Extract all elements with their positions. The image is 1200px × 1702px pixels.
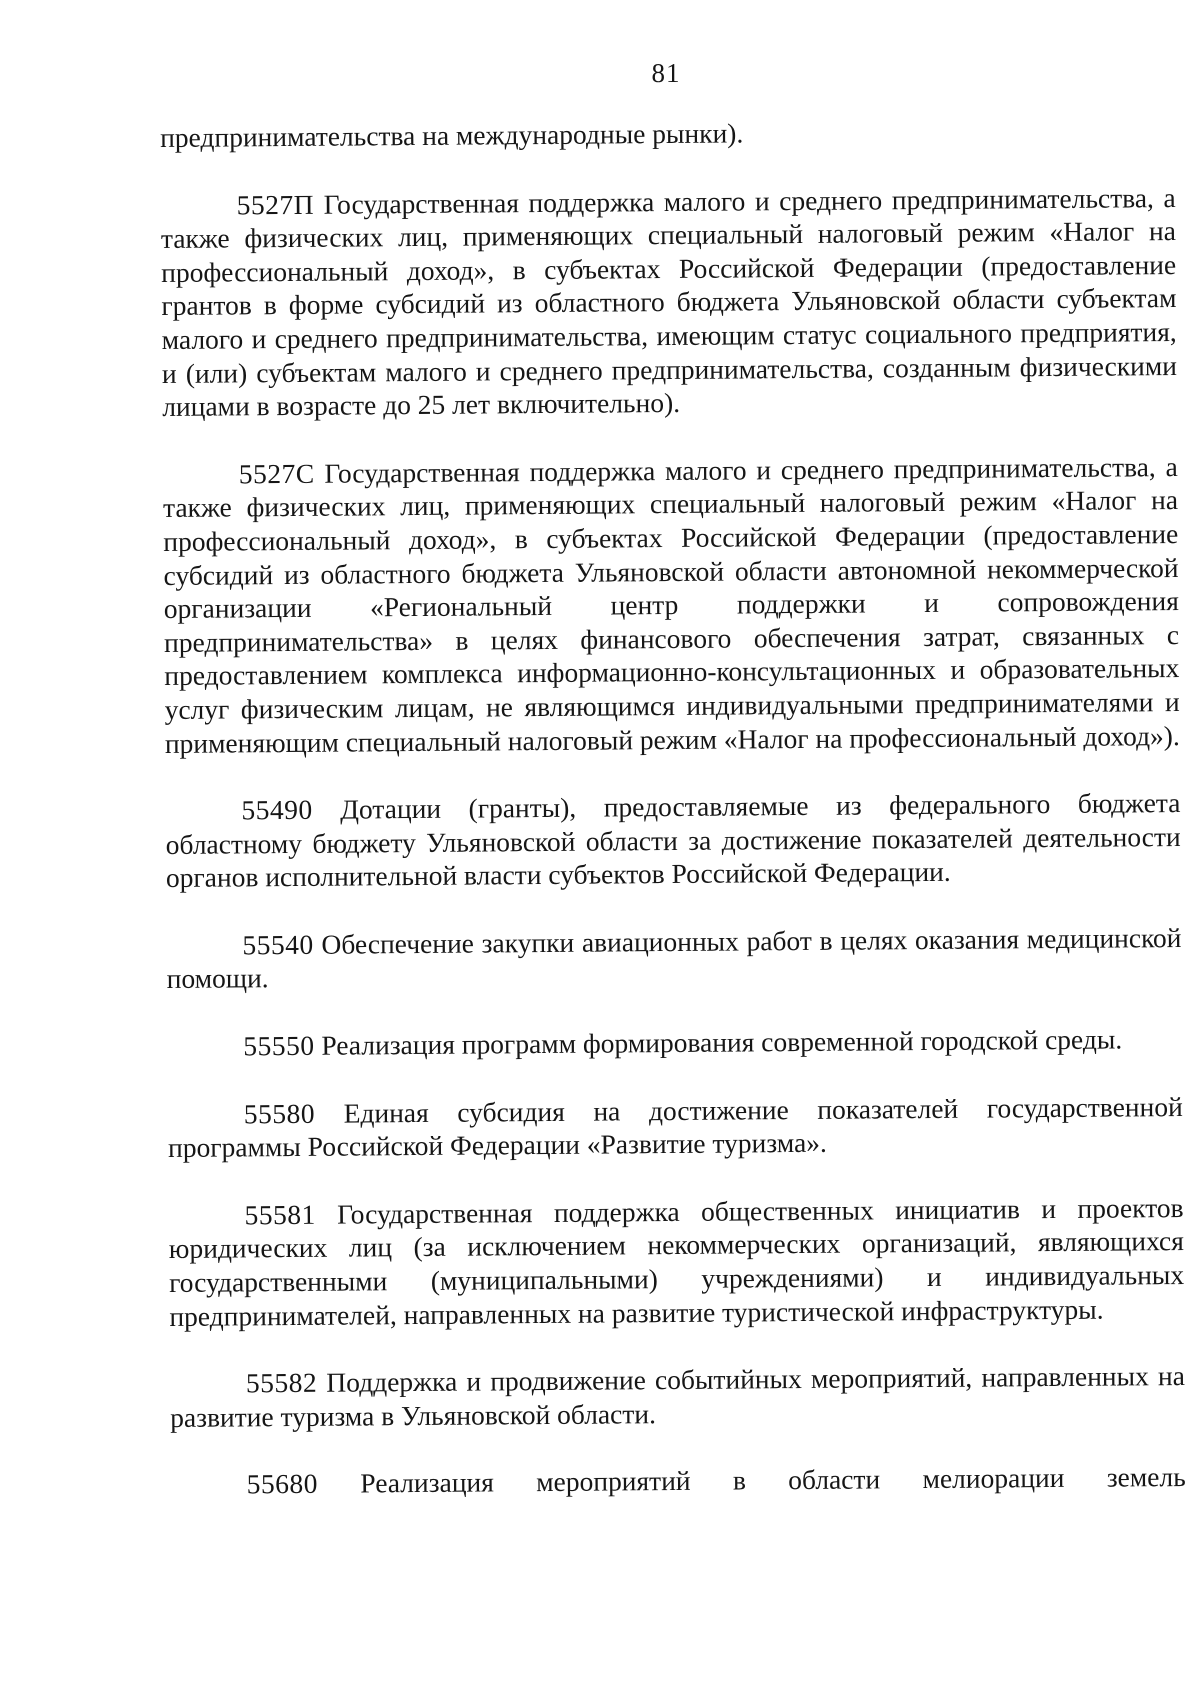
paragraph-55490 bbox=[165, 786, 1181, 895]
page-number: 81 bbox=[651, 58, 681, 88]
budget-code: 5527П bbox=[236, 188, 315, 220]
paragraph-text: Государственная поддержка малого и среднего предпринимательства, а также физических лиц, применяющих специальный налоговый режим «Налог на профессиональный доход», в субъектах Российской Федерации (предоставление грантов в форме субсидий из областного бюджета Ульяновской области субъектам малого и среднего предпринимательства, имеющим статус социального предприятия, и (или) субъектам малого и среднего предпринимательства, созданным физическими лицами в возрасте до 25 лет включительно). bbox=[160, 181, 1178, 423]
paragraph-5527s bbox=[163, 450, 1180, 760]
paragraph-text: Государственная поддержка общественных инициатив и проектов юридических лиц (за исключением некоммерческих организаций, являющихся государственными (муниципальными) учреждениями) и индивидуальных предпринимателей, направленных на развитие туристической инфраструктуры. bbox=[168, 1191, 1185, 1332]
paragraph-text: Поддержка и продвижение событийных мероприятий, направленных на развитие туризма в Ульяновской области. bbox=[170, 1360, 1186, 1433]
paragraph-55580 bbox=[168, 1090, 1183, 1165]
budget-code: 55490 bbox=[241, 793, 313, 826]
paragraph-text: Единая субсидия на достижение показателей государственной программы Российской Федерации «Развитие туризма». bbox=[167, 1090, 1183, 1164]
budget-code: 55581 bbox=[244, 1198, 316, 1231]
budget-code: 5527С bbox=[238, 457, 315, 490]
budget-code: 55550 bbox=[243, 1029, 315, 1062]
paragraph-text: Реализация программ формирования современной городской среды. bbox=[321, 1023, 1123, 1061]
paragraph-55550 bbox=[167, 1022, 1182, 1064]
paragraph-5527p bbox=[161, 181, 1178, 424]
document-body bbox=[160, 113, 1186, 1502]
paragraph-text: Реализация мероприятий в области мелиорации земель bbox=[360, 1461, 1186, 1499]
budget-code: 55680 bbox=[246, 1468, 319, 1500]
budget-code: 55540 bbox=[242, 928, 314, 961]
paragraph-continuation bbox=[160, 113, 1175, 155]
paragraph-text: предпринимательства на международные рынки). bbox=[160, 117, 744, 153]
paragraph-text: Государственная поддержка малого и среднего предпринимательства, а также физических лиц, применяющих специальный налоговый режим «Налог на профессиональный доход», в субъектах Российской Федерации (предоставление субсидий из областного бюджета Ульяновской области автономной некоммерческой организации «Региональный центр поддержки и сопровождения предпринимательства» в целях финансового обеспечения затрат, связанных с предоставлением комплекса информационно-консультационных и образовательных услуг физическим лицам, не являющимся индивидуальными предпринимателями и применяющим специальный налоговый режим «Налог на профессиональный доход»). bbox=[162, 450, 1180, 759]
paragraph-text: Дотации (гранты), предоставляемые из федерального бюджета областному бюджету Ульяновской области за достижение показателей деятельности органов исполнительной власти субъектов Российской Федерации. bbox=[165, 787, 1181, 894]
paragraph-55581 bbox=[168, 1191, 1184, 1333]
paragraph-55582 bbox=[170, 1359, 1185, 1434]
paragraph-55540 bbox=[166, 921, 1181, 996]
budget-code: 55580 bbox=[243, 1097, 316, 1130]
paragraph-55680 bbox=[171, 1460, 1186, 1502]
paragraph-text: Обеспечение закупки авиационных работ в целях оказания медицинской помощи. bbox=[166, 921, 1182, 995]
budget-code: 55582 bbox=[245, 1367, 318, 1399]
